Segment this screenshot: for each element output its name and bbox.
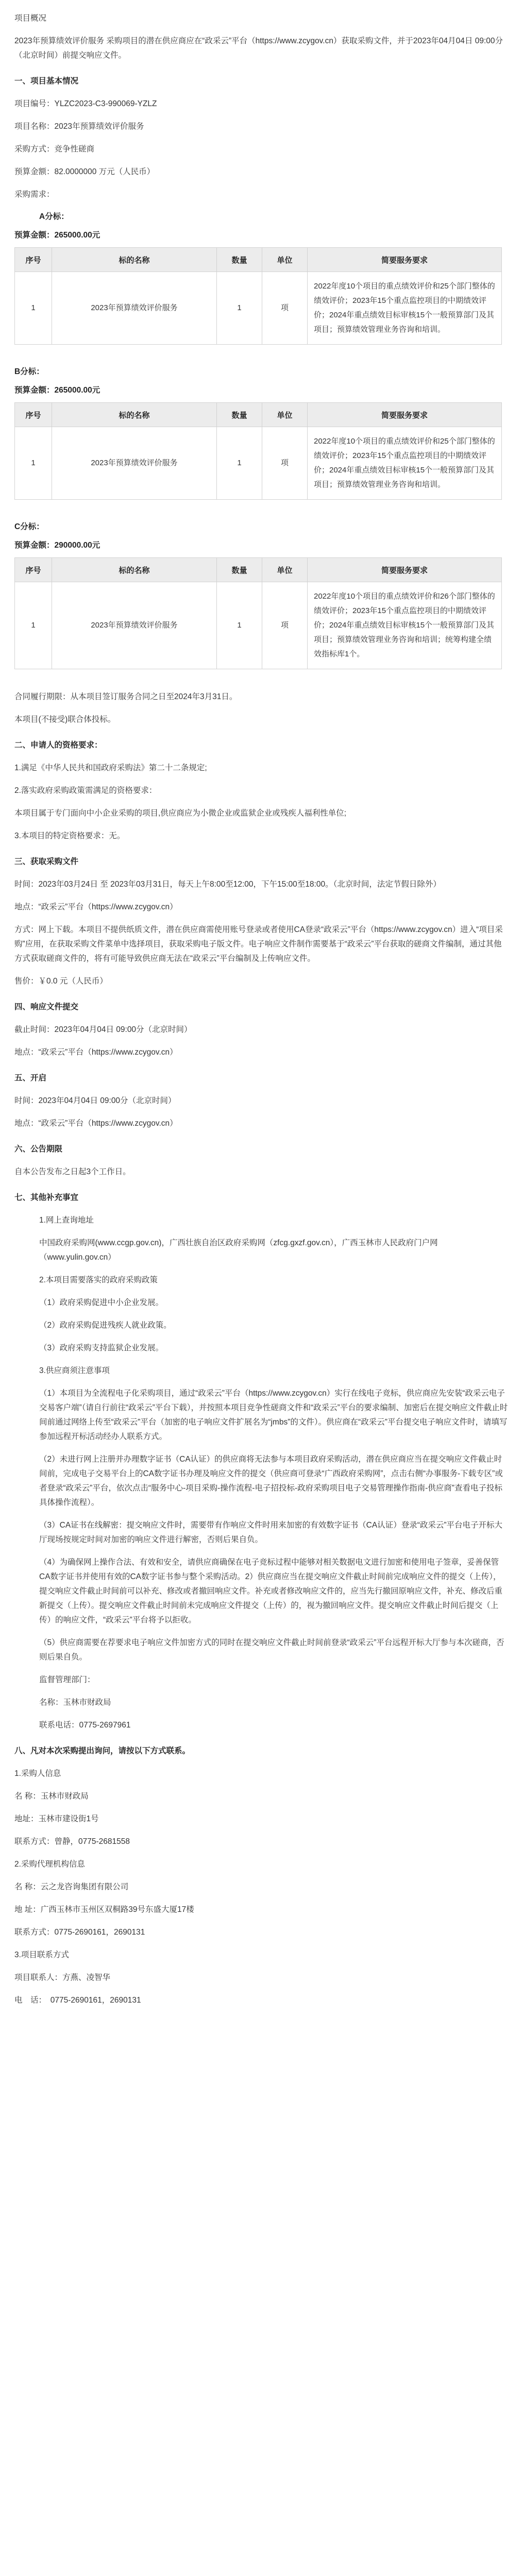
policy-item: （1）政府采购促进中小企业发展。 [39,1298,164,1307]
col-header-no: 序号 [15,558,52,582]
consortium-note: 本项目(不接受)联合体投标。 [14,715,116,724]
project-contact-title: 3.项目联系方式 [14,1951,69,1959]
document-price: 售价：￥0.0 元（人民币） [14,977,108,986]
package-a-budget: 预算金额：265000.00元 [14,231,100,240]
supervisor-title: 监督管理部门： [39,1675,95,1684]
col-header-req: 简要服务要求 [308,558,502,582]
agency-contact: 联系方式：0775-2690161，2690131 [14,1928,145,1937]
cell-name: 2023年预算绩效评价服务 [52,272,217,345]
policy-item: （3）政府采购支持监狱企业发展。 [39,1344,164,1352]
section-7-heading: 七、其他补充事宜 [14,1193,79,1202]
agency-name: 名 称：云之龙咨询集团有限公司 [14,1883,129,1891]
qualification-item-2-detail: 本项目属于专门面向中小企业采购的项目,供应商应为小微企业或监狱企业或残疾人福利性单位; [14,809,347,818]
supervisor-name: 名称：玉林市财政局 [39,1698,111,1707]
col-header-qty: 数量 [217,558,262,582]
agency-title: 2.采购代理机构信息 [14,1860,85,1869]
supplier-note-2: （2）未进行网上注册并办理数字证书（CA认证）的供应商将无法参与本项目政府采购活动，潜在供应商应当在提交响应文件截止时间前，完成电子交易平台上的CA数字证书办理及响应文件的提交（供应商可登录“广西政府采购网”，点击右侧“办事服务-下载专区”或者登录“政采云”平台，依次点击“服务中心-项目采购-操作流程-电子招投标-政府采购项目电子交易管理操作指南-供应商”查看电子投标具体操作流程）。 [39,1455,503,1507]
cell-no: 1 [15,582,52,669]
purchaser-contact: 联系方式：曾静，0775-2681558 [14,1837,130,1846]
purchaser-name: 名 称：玉林市财政局 [14,1792,89,1801]
project-contact-people: 项目联系人：方燕、凌智华 [14,1973,111,1982]
cell-requirements: 2022年度10个项目的重点绩效评价和26个部门整体的绩效评价；2023年15个重点监控项目的中期绩效评价；2024年重点绩效目标审核15个一般预算部门及其项目；预算绩效管理业务咨询和培训；统筹构建全绩效指标库1个。 [308,582,502,669]
supplier-notes-title: 3.供应商须注意事项 [39,1366,110,1375]
package-b-label: B分标： [14,367,44,376]
col-header-qty: 数量 [217,248,262,272]
section-5-heading: 五、开启 [14,1074,47,1082]
table-row [15,427,502,500]
section-3-heading: 三、获取采购文件 [14,857,79,866]
qualification-item-1: 1.满足《中华人民共和国政府采购法》第二十二条规定; [14,764,207,772]
contract-term: 合同履行期限：从本项目签订服务合同之日至2024年3月31日。 [14,692,238,701]
section-1-heading: 一、项目基本情况 [14,77,79,86]
query-address-title: 1.网上查询地址 [39,1216,94,1225]
cell-unit: 项 [262,427,308,500]
cell-unit: 项 [262,582,308,669]
obtain-time: 时间：2023年03月24日 至 2023年03月31日，每天上午8:00至12:00，下午15:00至18:00。（北京时间，法定节假日除外） [14,880,441,889]
col-header-unit: 单位 [262,558,308,582]
purchaser-title: 1.采购人信息 [14,1769,61,1778]
opening-place: 地点：“政采云”平台（https://www.zcygov.cn） [14,1119,178,1128]
cell-qty: 1 [217,582,262,669]
col-header-name: 标的名称 [52,248,217,272]
budget-amount: 预算金额：82.0000000 万元（人民币） [14,167,155,176]
col-header-unit: 单位 [262,248,308,272]
cell-requirements: 2022年度10个项目的重点绩效评价和25个部门整体的绩效评价；2023年15个重点监控项目的中期绩效评价；2024年重点绩效目标审核15个一般预算部门及其项目；预算绩效管理业务咨询和培训。 [308,427,502,500]
package-c-table [14,557,502,669]
col-header-name: 标的名称 [52,558,217,582]
agency-address: 地 址：广西玉林市玉州区双桐路39号东盛大厦17楼 [14,1905,194,1914]
policy-title: 2.本项目需要落实的政府采购政策 [39,1276,158,1284]
table-header-row [15,248,502,272]
purchaser-address: 地址：玉林市建设街1号 [14,1815,99,1823]
cell-no: 1 [15,427,52,500]
table-row [15,272,502,345]
project-name: 项目名称：2023年预算绩效评价服务 [14,122,144,131]
table-row [15,582,502,669]
query-address-text: 中国政府采购网(www.ccgp.gov.cn)，广西壮族自治区政府采购网（zfcg.gxzf.gov.cn），广西玉林市人民政府门户网（www.yulin.gov.cn） [39,1239,438,1262]
submission-deadline: 截止时间：2023年04月04日 09:00分（北京时间） [14,1025,192,1034]
intro-paragraph: 2023年预算绩效评价服务 采购项目的潜在供应商应在“政采云”平台（https://www.zcygov.cn）获取采购文件，并于2023年04月04日 09:00分（北京时间）前提交响应文件。 [14,37,503,60]
cell-qty: 1 [217,427,262,500]
procurement-method: 采购方式：竞争性磋商 [14,145,95,154]
announcement-period: 自本公告发布之日起3个工作日。 [14,1167,131,1176]
section-8-heading: 八、凡对本次采购提出询问，请按以下方式联系。 [14,1747,191,1755]
package-b-budget: 预算金额：265000.00元 [14,386,100,395]
col-header-qty: 数量 [217,403,262,427]
cell-name: 2023年预算绩效评价服务 [52,427,217,500]
supplier-note-1: （1）本项目为全流程电子化采购项目，通过“政采云”平台（https://www.zcygov.cn）实行在线电子竞标，供应商应先安装“政采云电子交易客户端”（请自行前往“政采云”平台下载），并按照本项目竞争性磋商文件和“政采云”平台的要求编制、加密后在提交响应文件截止时间前通过网络上传至“政采云”平台（加密的电子响应文件扩展名为“jmbs”的文件）。供应商在“政采云”平台提交电子响应文件时，请填写参加远程开标活动经办人联系方式。 [39,1389,508,1441]
section-4-heading: 四、响应文件提交 [14,1003,79,1011]
col-header-name: 标的名称 [52,403,217,427]
package-c-budget: 预算金额：290000.00元 [14,541,100,550]
supplier-note-5: （5）供应商需要在荐要求电子响应文件加密方式的同时在提交响应文件截止时间前登录“政采云”平台远程开标大厅参与本次磋商，否则后果自负。 [39,1638,504,1662]
qualification-item-2: 2.落实政府采购政策需满足的资格要求： [14,786,157,795]
package-a-label: A分标： [39,212,69,221]
supplier-note-3: （3）CA证书在线解密：提交响应文件时，需要带有作响应文件时用来加密的有效数字证书（CA认证）登录“政采云”平台电子开标大厅现场按规定时间对加密的响应文件进行解密，否则后果自负。 [39,1521,503,1544]
table-header-row [15,403,502,427]
section-6-heading: 六、公告期限 [14,1145,63,1154]
col-header-req: 简要服务要求 [308,403,502,427]
obtain-place: 地点：“政采云”平台（https://www.zcygov.cn） [14,903,178,911]
procurement-needs-label: 采购需求： [14,190,55,199]
cell-unit: 项 [262,272,308,345]
cell-qty: 1 [217,272,262,345]
supplier-note-4: （4）为确保网上操作合法、有效和安全，请供应商确保在电子竞标过程中能够对相关数据电文进行加密和使用电子签章，妥善保管CA数字证书并使用有效的CA数字证书参与整个采购活动。2）供应商应当在提交响应文件截止时间前完成响应文件的提交（上传），提交响应文件截止时间前可以补充、修改或者撤回响应文件。补充或者修改响应文件的，应当先行撤回原响应文件，补充、修改后重新提交（上传）。提交响应文件截止时间前未完成响应文件提交（上传）的，视为撤回响应文件。提交响应文件截止时间后提交（上传）的响应文件，“政采云”平台将予以拒收。 [39,1558,503,1624]
col-header-no: 序号 [15,403,52,427]
top-label: 项目概况 [14,14,47,23]
table-header-row [15,558,502,582]
section-2-heading: 二、申请人的资格要求： [14,741,103,750]
policy-item: （2）政府采购促进残疾人就业政策。 [39,1321,172,1330]
project-contact-phone: 电 话： 0775-2690161，2690131 [14,1996,141,2005]
submission-place: 地点：“政采云”平台（https://www.zcygov.cn） [14,1048,178,1057]
qualification-item-3: 3.本项目的特定资格要求：无。 [14,832,125,840]
cell-no: 1 [15,272,52,345]
package-b-table [14,402,502,500]
obtain-method: 方式：网上下载。本项目不提供纸质文件，潜在供应商需使用账号登录或者使用CA登录“政采云”平台（https://www.zcygov.cn）进入“项目采购”应用，在获取采购文件菜单中选择项目，获取采购电子版文件。电子响应文件制作需要基于“政采云”平台获取的磋商文件编制，通过其他方式获取磋商文件的，将有可能导致供应商无法在“政采云”平台编制及上传响应文件。 [14,925,503,963]
package-a-table [14,247,502,345]
cell-name: 2023年预算绩效评价服务 [52,582,217,669]
col-header-req: 简要服务要求 [308,248,502,272]
project-number: 项目编号：YLZC2023-C3-990069-YZLZ [14,99,157,108]
cell-requirements: 2022年度10个项目的重点绩效评价和25个部门整体的绩效评价；2023年15个重点监控项目的中期绩效评价；2024年重点绩效目标审核15个一般预算部门及其项目；预算绩效管理业务咨询和培训。 [308,272,502,345]
opening-time: 时间：2023年04月04日 09:00分（北京时间） [14,1096,176,1105]
col-header-no: 序号 [15,248,52,272]
col-header-unit: 单位 [262,403,308,427]
package-c-label: C分标： [14,522,44,531]
supervisor-phone: 联系电话：0775-2697961 [39,1721,131,1730]
